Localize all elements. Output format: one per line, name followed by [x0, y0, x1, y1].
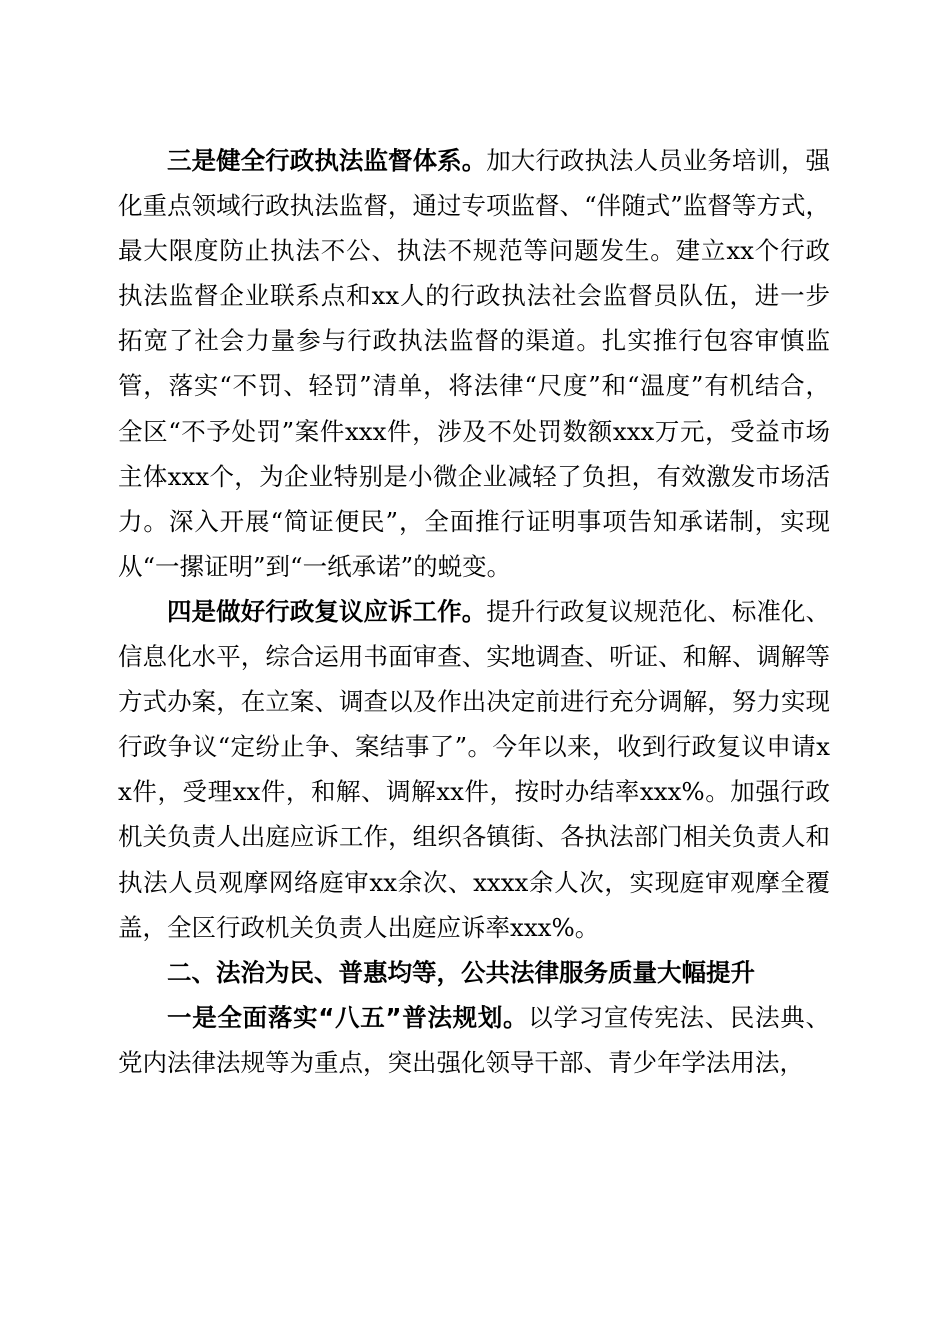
- paragraph-text: 加大行政执法人员业务培训，强化重点领域行政执法监督，通过专项监督、“伴随式”监督等方式，最大限度防止执法不公、执法不规范等问题发生。建立xx个行政执法监督企业联系点和xx人的行政执法社会监督员队伍，进一步拓宽了社会力量参与行政执法监督的渠道。扎实推行包容审慎监管，落实“不罚、轻罚”清单，将法律“尺度”和“温度”有机结合，全区“不予处罚”案件xxx件，涉及不处罚数额xxx万元，受益市场主体xxx个，为企业特别是小微企业减轻了负担，有效激发市场活力。深入开展“简证便民”，全面推行证明事项告知承诺制，实现从“一摞证明”到“一纸承诺”的蜕变。: [118, 146, 830, 581]
- paragraph-lead: 四是做好行政复议应诉工作。: [167, 596, 487, 626]
- paragraph-reconsideration: [118, 589, 830, 950]
- paragraph-lead: 三是健全行政执法监督体系。: [167, 146, 487, 175]
- document-body: [118, 138, 830, 1085]
- section-heading: 二、法治为民、普惠均等，公共法律服务质量大幅提升: [167, 957, 755, 987]
- paragraph-legal-education: [118, 995, 830, 1085]
- paragraph-text: 提升行政复议规范化、标准化、信息化水平，综合运用书面审查、实地调查、听证、和解、调解等方式办案，在立案、调查以及作出决定前进行充分调解，努力实现行政争议“定纷止争、案结事了”。今年以来，收到行政复议申请xx件，受理xx件，和解、调解xx件，按时办结率xxx%。加强行政机关负责人出庭应诉工作，组织各镇街、各执法部门相关负责人和执法人员观摩网络庭审xx余次、xxxx余人次，实现庭审观摩全覆盖，全区行政机关负责人出庭应诉率xxx%。: [118, 596, 830, 942]
- paragraph-supervision-system: [118, 138, 830, 589]
- paragraph-text: 以学习宣传宪法、民法典、党内法律法规等为重点，突出强化领导干部、青少年学法用法，: [118, 1002, 831, 1077]
- paragraph-lead: 一是全面落实“八五”普法规划。: [167, 1002, 529, 1032]
